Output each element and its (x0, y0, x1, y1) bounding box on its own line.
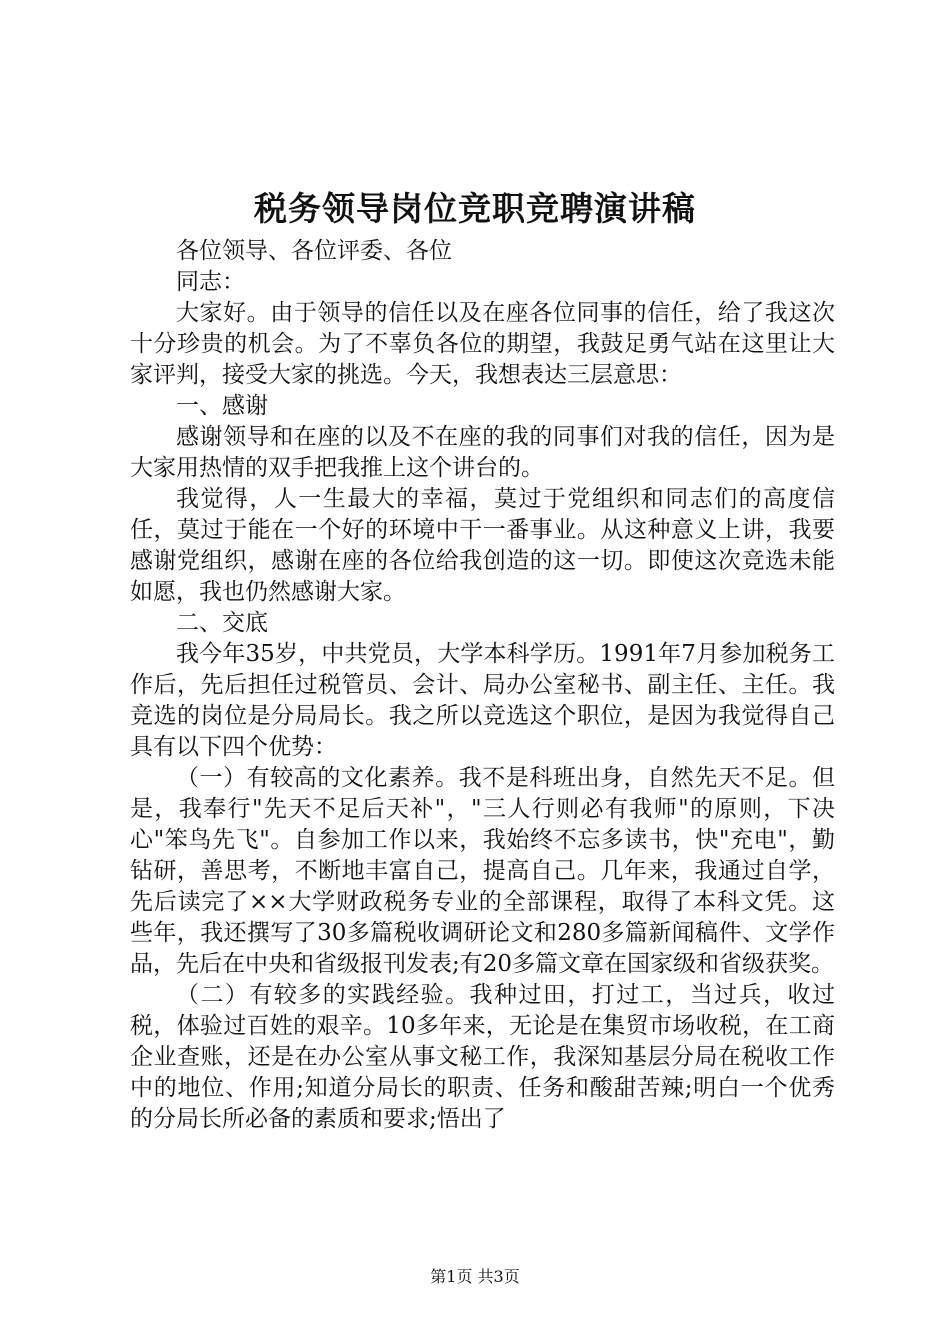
document-body (130, 236, 835, 1135)
page-footer: 第1页 共3页 (430, 1267, 520, 1286)
paragraph-background: 我今年35岁，中共党员，大学本科学历。1991年7月参加税务工作后，先后担任过税管员、会计、局办公室秘书、副主任、主任。我竞选的岗位是分局局长。我之所以竞选这个职位，是因为我觉得自己具有以下四个优势： (130, 641, 835, 760)
paragraph-thanks-2: 我觉得，人一生最大的幸福，莫过于党组织和同志们的高度信任，莫过于能在一个好的环境中干一番事业。从这种意义上讲，我要感谢党组织，感谢在座的各位给我创造的这一切。即使这次竞选未能如愿，我也仍然感谢大家。 (130, 486, 835, 605)
paragraph-thanks-1: 感谢领导和在座的以及不在座的我的同事们对我的信任，因为是大家用热情的双手把我推上这个讲台的。 (130, 424, 835, 481)
section-heading-thanks: 一、感谢 (176, 393, 268, 419)
section-heading-background: 二、交底 (176, 610, 268, 636)
paragraph-intro: 大家好。由于领导的信任以及在座各位同事的信任，给了我这次十分珍贵的机会。为了不辜负各位的期望，我鼓足勇气站在这里让大家评判，接受大家的挑选。今天，我想表达三层意思： (130, 300, 835, 388)
document-title: 税务领导岗位竞职竞聘演讲稿 (254, 189, 696, 228)
paragraph-salutation-cont: 同志： (176, 269, 245, 295)
paragraph-advantage-1: （一）有较高的文化素养。我不是科班出身，自然先天不足。但是，我奉行"先天不足后天补"，"三人行则必有我师"的原则，下决心"笨鸟先飞"。自参加工作以来，我始终不忘多读书，快"充电"，勤钻研，善思考，不断地丰富自己，提高自己。几年来，我通过自学，先后读完了××大学财政税务专业的全部课程，取得了本科文凭。这些年，我还撰写了30多篇税收调研论文和280多篇新闻稿件、文学作品，先后在中央和省级报刊发表;有20多篇文章在国家级和省级获奖。 (130, 765, 835, 977)
paragraph-advantage-2: （二）有较多的实践经验。我种过田，打过工，当过兵，收过税，体验过百姓的艰辛。10多年来，无论是在集贸市场收税，在工商企业查账，还是在办公室从事文秘工作，我深知基层分局在税收工作中的地位、作用;知道分局长的职责、任务和酸甜苦辣;明白一个优秀的分局长所必备的素质和要求;悟出了 (130, 982, 835, 1132)
paragraph-salutation: 各位领导、各位评委、各位 (176, 238, 452, 264)
